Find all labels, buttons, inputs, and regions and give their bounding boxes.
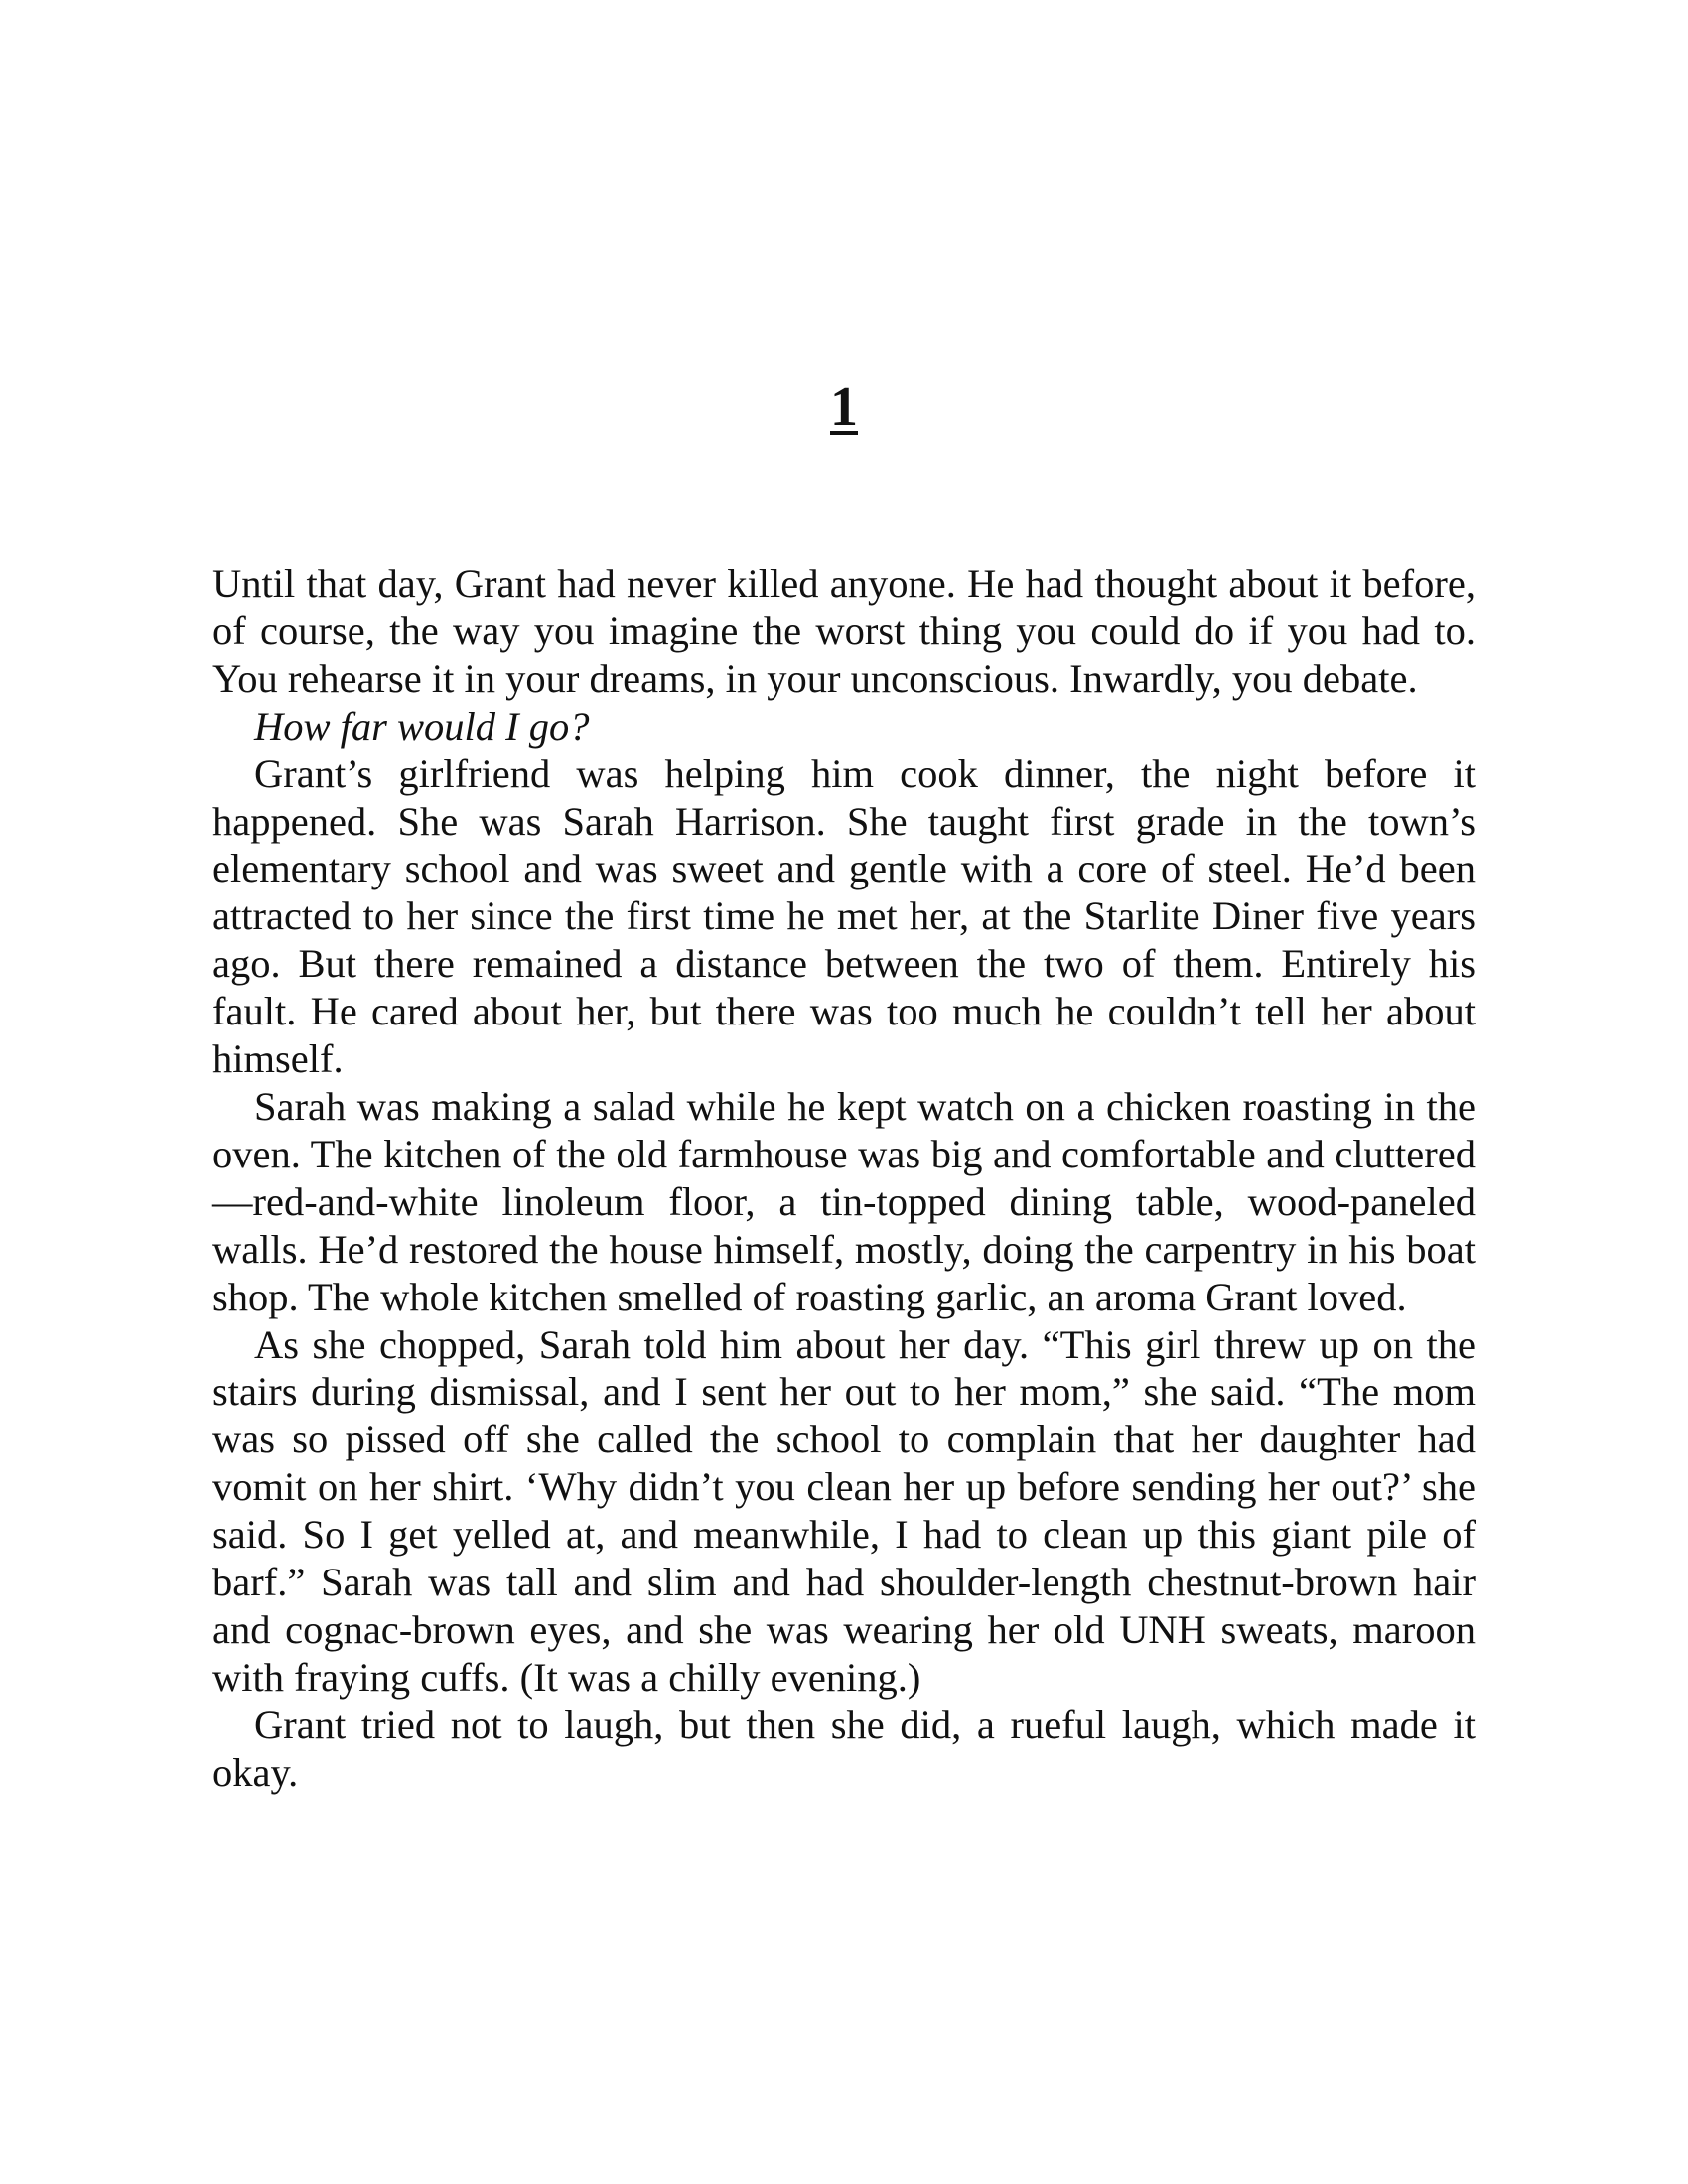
- chapter-number: 1: [830, 376, 858, 438]
- paragraph: Grant’s girlfriend was helping him cook dinner, the night before it happened. She was Sarah Harrison. She taught first grade in the town’s elementary school and was sweet and gentle with a core of steel. He’d been attracted to her since the first time he met her, at the Starlite Diner five years ago. But there remained a distance between the two of them. Entirely his fault. He cared about her, but there was too much he couldn’t tell her about himself.: [212, 751, 1476, 1082]
- chapter-body: [212, 560, 1476, 1797]
- paragraph: Grant tried not to laugh, but then she did, a rueful laugh, which made it okay.: [212, 1702, 1476, 1795]
- paragraph-opening: Until that day, Grant had never killed anyone. He had thought about it before, of course, the way you imagine the worst thing you could do if you had to. You rehearse it in your dreams, in your unconscious. Inwardly, you debate.: [212, 561, 1476, 701]
- paragraph: As she chopped, Sarah told him about her day. “This girl threw up on the stairs during dismissal, and I sent her out to her mom,” she said. “The mom was so pissed off she called the school to complain that her daughter had vomit on her shirt. ‘Why didn’t you clean her up before sending her out?’ she said. So I get yelled at, and meanwhile, I had to clean up this giant pile of barf.” Sarah was tall and slim and had shoulder-length chestnut-brown hair and cognac-brown eyes, and she was wearing her old UNH sweats, maroon with fraying cuffs. (It was a chilly evening.): [212, 1321, 1476, 1700]
- paragraph: Sarah was making a salad while he kept watch on a chicken roasting in the oven. The kitchen of the old farmhouse was big and comfortable and cluttered—red-and-white linoleum floor, a tin-topped dining table, wood-paneled walls. He’d restored the house himself, mostly, doing the carpentry in his boat shop. The whole kitchen smelled of roasting garlic, an aroma Grant loved.: [212, 1083, 1476, 1319]
- paragraph-italic-thought: How far would I go?: [254, 703, 590, 749]
